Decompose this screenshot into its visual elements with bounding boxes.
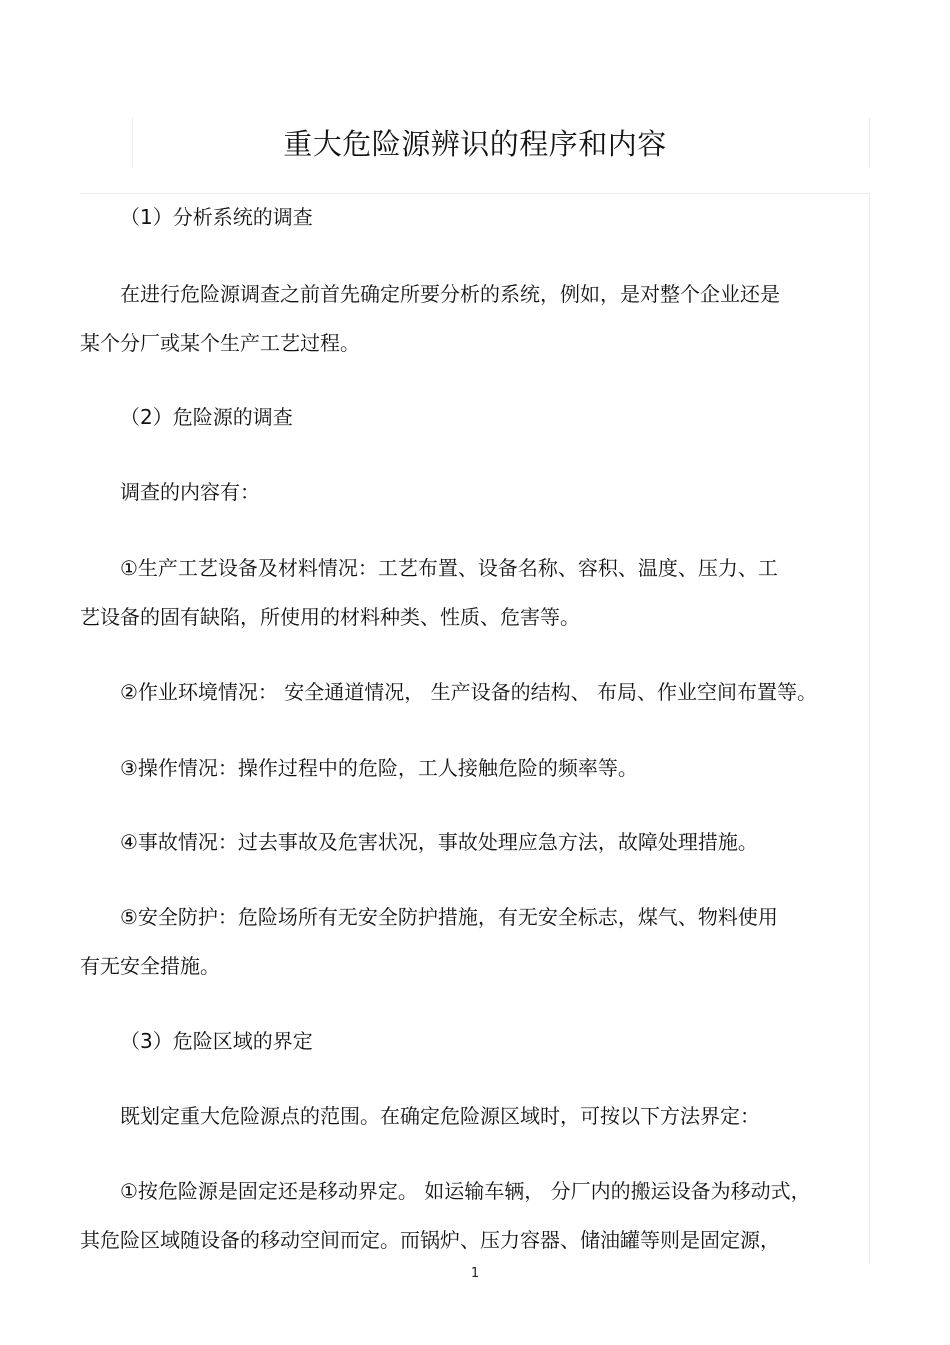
paragraph-line: ⑤安全防护：危险场所有无安全防护措施，有无安全标志，煤气、物料使用 (120, 905, 778, 929)
paragraph-line: 在进行危险源调查之前首先确定所要分析的系统，例如，是对整个企业还是 (120, 282, 780, 306)
paragraph-line: 调查的内容有： (120, 480, 260, 504)
paragraph-line: 有无安全措施。 (80, 954, 220, 978)
paragraph-line: 艺设备的固有缺陷，所使用的材料种类、性质、危害等。 (80, 605, 580, 629)
section-heading-2: （2）危险源的调查 (120, 405, 293, 429)
paragraph-line: 既划定重大危险源点的范围。在确定危险源区域时，可按以下方法界定： (120, 1104, 760, 1128)
paragraph-line: ②作业环境情况： 安全通道情况， 生产设备的结构、 布局、作业空间布置等。 (120, 680, 818, 704)
paragraph-line: ①按危险源是固定还是移动界定。 如运输车辆， 分厂内的搬运设备为移动式， (120, 1179, 811, 1203)
paragraph-line: ④事故情况：过去事故及危害状况，事故处理应急方法，故障处理措施。 (120, 830, 758, 854)
paragraph-line: 某个分厂或某个生产工艺过程。 (80, 331, 360, 355)
paragraph-line: 其危险区域随设备的移动空间而定。而锅炉、压力容器、储油罐等则是固定源， (80, 1228, 780, 1252)
paragraph-line: ①生产工艺设备及材料情况：工艺布置、设备名称、容积、温度、压力、工 (120, 556, 778, 580)
page-number: 1 (470, 1266, 480, 1281)
document-title: 重大危险源辨识的程序和内容 (283, 127, 667, 161)
section-heading-1: （1）分析系统的调查 (120, 205, 313, 229)
section-heading-3: （3）危险区域的界定 (120, 1029, 313, 1053)
paragraph-line: ③操作情况：操作过程中的危险，工人接触危险的频率等。 (120, 756, 638, 780)
